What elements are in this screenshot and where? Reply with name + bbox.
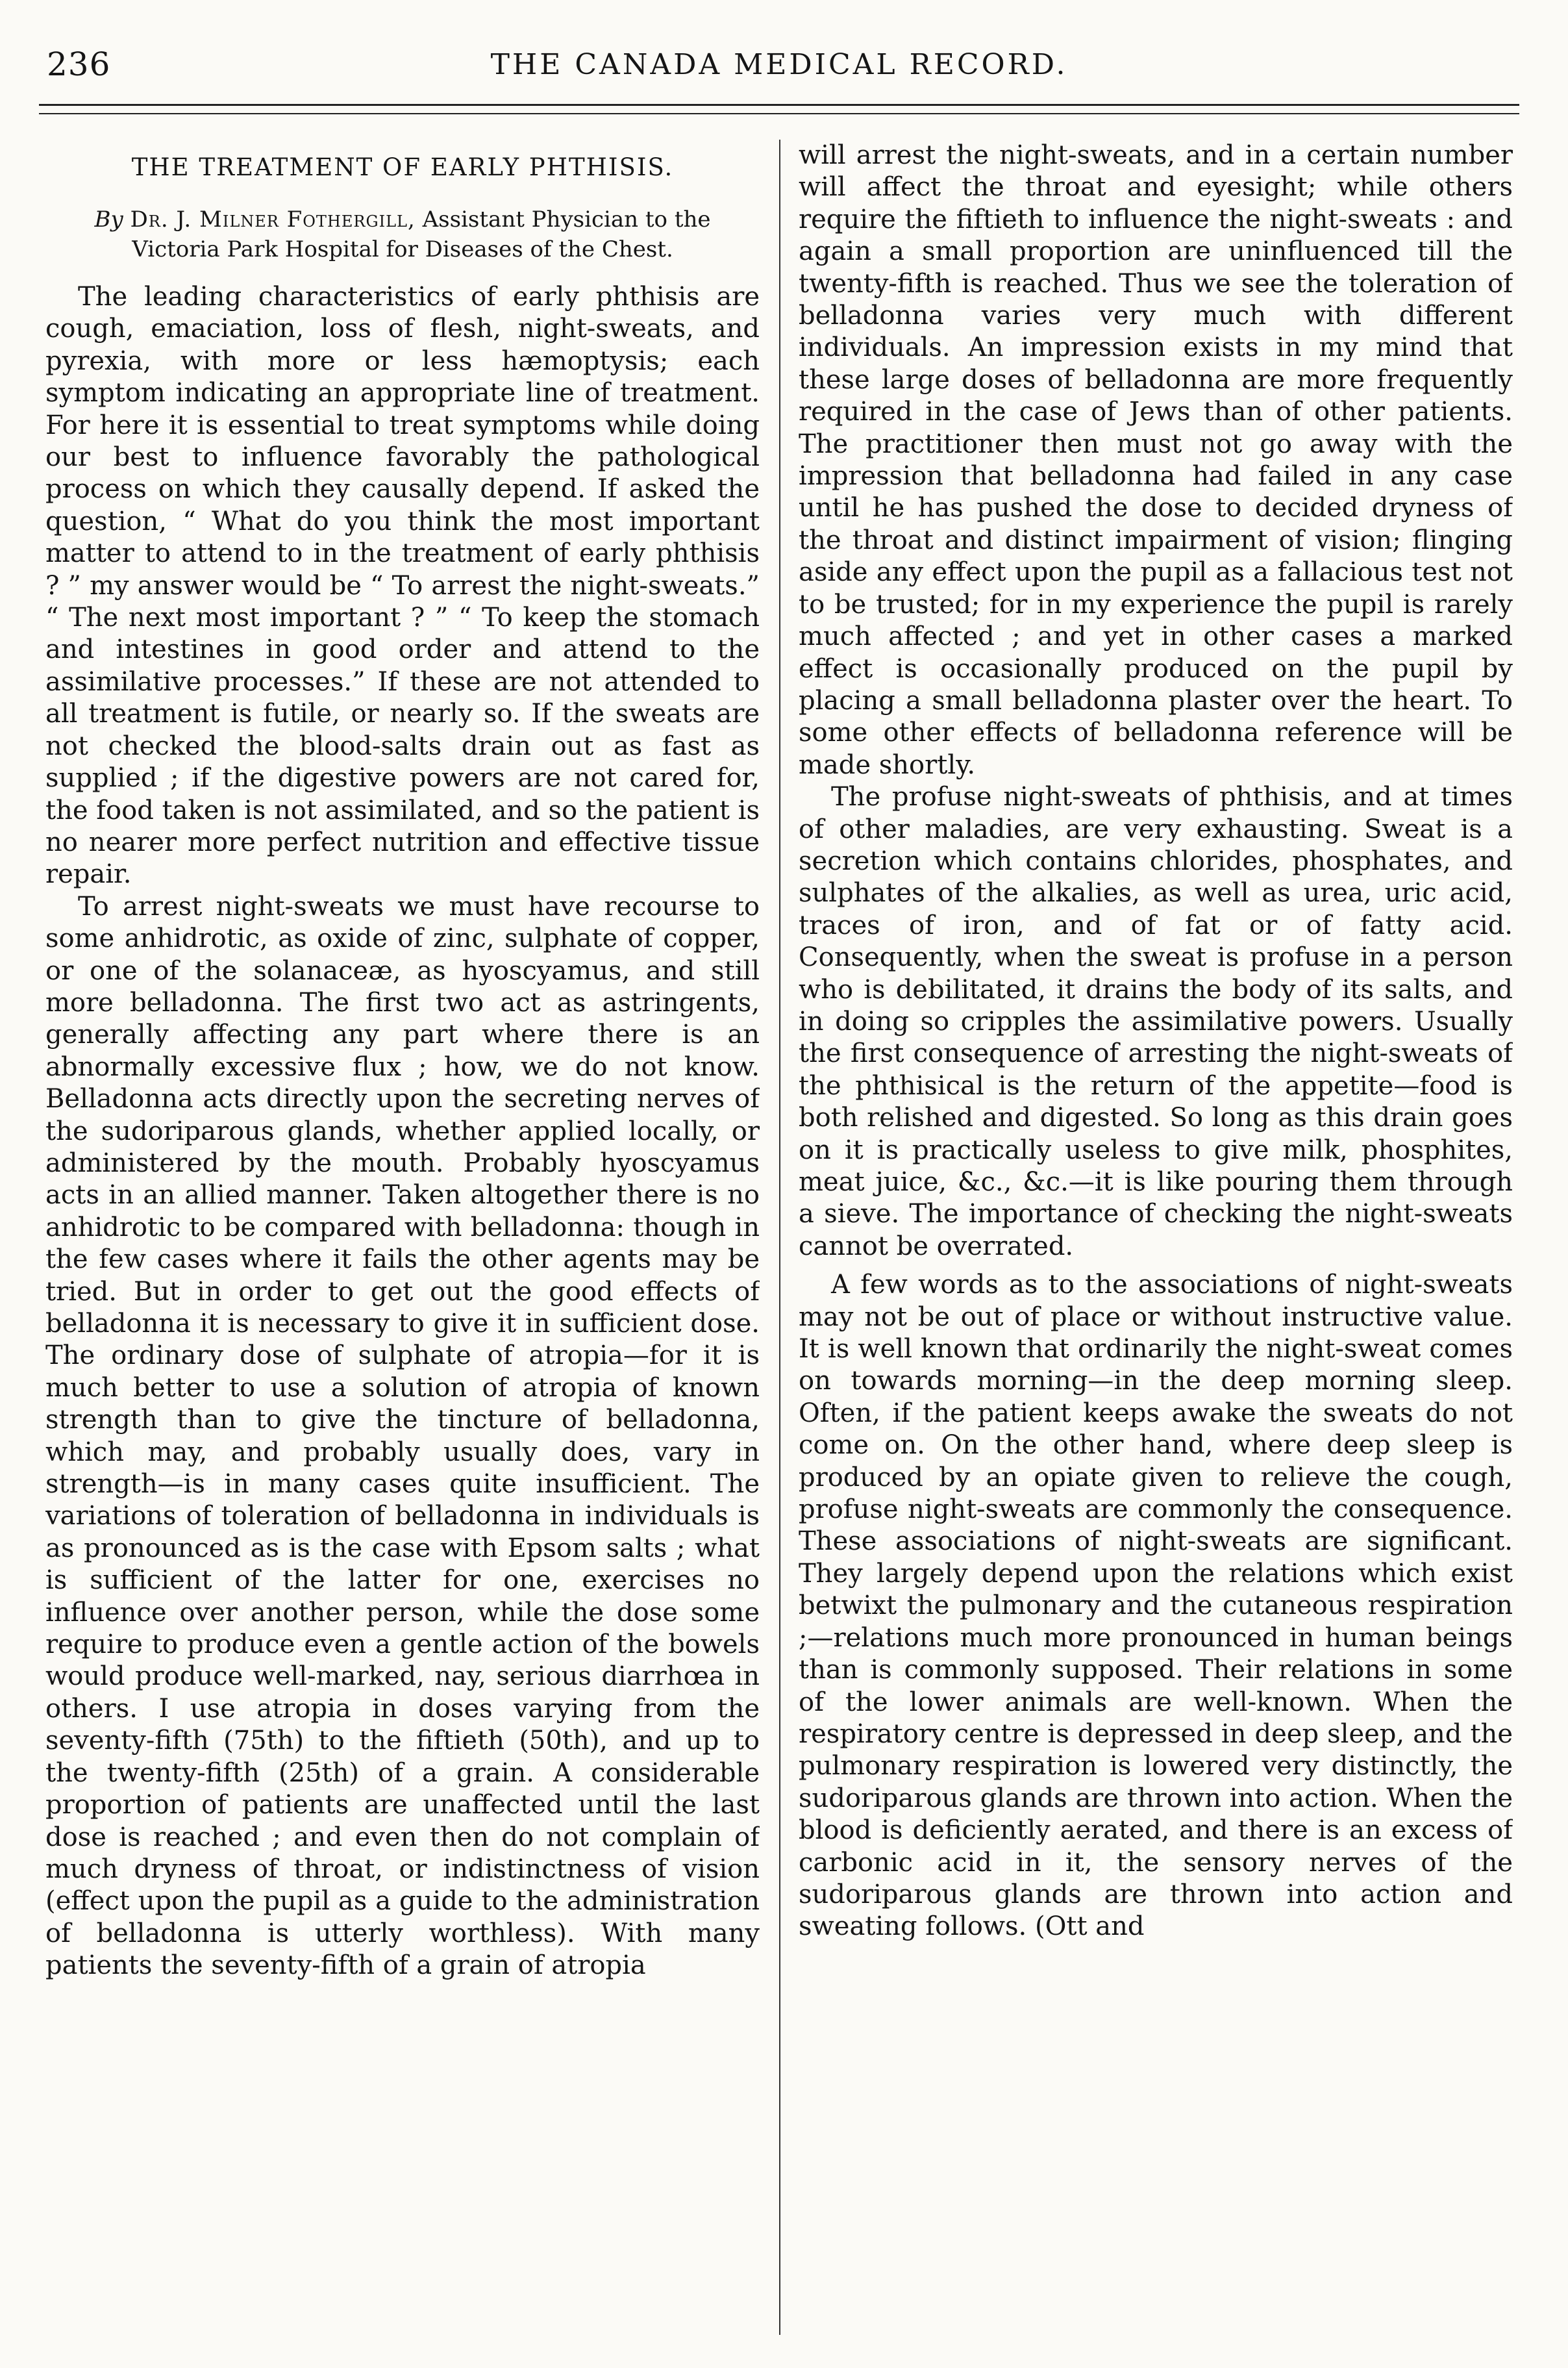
byline-by: By <box>94 207 123 233</box>
byline-author: Dr. J. Milner Fothergill, <box>130 207 416 233</box>
left-column <box>45 140 760 2345</box>
paragraph: The leading characteristics of early phthisis are cough, emaciation, loss of flesh, night-sweats, and pyrexia, with more or less hæmoptysis; each symptom indicating an appropriate line of treatment. For here it is essential to treat symptoms while doing our best to influence favorably the pathological process on which they causally depend. If asked the question, “ What do you think the most important matter to attend to in the treatment of early phthisis ? ” my answer would be “ To arrest the night-sweats.” “ The next most important ? ” “ To keep the stomach and intestines in good order and attend to the assimilative processes.” If these are not attended to all treatment is futile, or nearly so. If the sweats are not checked the blood-salts drain out as fast as supplied ; if the digestive powers are not cared for, the food taken is not assimilated, and so the patient is no nearer more perfect nutrition and effective tissue repair. <box>45 282 760 890</box>
header-rule <box>39 104 1519 114</box>
journal-title: THE CANADA MEDICAL RECORD. <box>490 48 1068 81</box>
byline-affiliation: Assistant Physician to the Victoria Park Hospital for Diseases of the Chest. <box>132 207 711 262</box>
paragraph: To arrest night-sweats we must have recourse to some anhidrotic, as oxide of zinc, sulphate of copper, or one of the solanaceæ, as hyoscyamus, and still more belladonna. The first two act as astringents, generally affecting any part where there is an abnormally excessive flux ; how, we do not know. Belladonna acts directly upon the secreting nerves of the sudoriparous glands, whether applied locally, or administered by the mouth. Probably hyoscyamus acts in an allied manner. Taken altogether there is no anhidrotic to be compared with belladonna: though in the few cases where it fails the other agents may be tried. But in order to get out the good effects of belladonna it is necessary to give it in sufficient dose. The ordinary dose of sulphate of atropia—for it is much better to use a solution of atropia of known strength than to give the tincture of belladonna, which may, and probably usually does, vary in strength—is in many cases quite insufficient. The variations of toleration of belladonna in individuals is as pronounced as is the case with Epsom salts ; what is sufficient of the latter for one, exercises no influence over another person, while the dose some require to produce even a gentle action of the bowels would produce well-marked, nay, serious diarrhœa in others. I use atropia in doses varying from the seventy-fifth (75th) to the fiftieth (50th), and up to the twenty-fifth (25th) of a grain. A considerable proportion of patients are unaffected until the last dose is reached ; and even then do not complain of much dryness of throat, or indistinctness of vision (effect upon the pupil as a guide to the administration of belladonna is utterly worthless). With many patients the seventy-fifth of a grain of atropia <box>45 891 760 1981</box>
byline <box>45 205 760 264</box>
running-head <box>39 45 1519 91</box>
paragraph: The profuse night-sweats of phthisis, and at times of other maladies, are very exhausting. Sweat is a secretion which contains chlorides, phosphates, and sulphates of the alkalies, as well as urea, uric acid, traces of iron, and of fat or of fatty acid. Consequently, when the sweat is profuse in a person who is debilitated, it drains the body of its salts, and in doing so cripples the assimilative powers. Usually the first consequence of arresting the night-sweats of the phthisical is the return of the appetite—food is both relished and digested. So long as this drain goes on it is practically useless to give milk, phosphites, meat juice, &c., &c.—it is like pouring them through a sieve. The importance of checking the night-sweats cannot be overrated. <box>799 782 1513 1261</box>
right-column <box>799 140 1513 2345</box>
column-divider <box>779 140 780 2335</box>
article-title: THE TREATMENT OF EARLY PHTHISIS. <box>131 153 674 181</box>
paragraph: A few words as to the associations of night-sweats may not be out of place or without instructive value. It is well known that ordinarily the night-sweat comes on towards morning—in the deep morning sleep. Often, if the patient keeps awake the sweats do not come on. On the other hand, where deep sleep is produced by an opiate given to relieve the cough, profuse night-sweats are commonly the consequence. These associations of night-sweats are significant. They largely depend upon the relations which exist betwixt the pulmonary and the cutaneous respiration ;—relations much more pronounced in human beings than is commonly supposed. Their relations in some of the lower animals are well-known. When the respiratory centre is depressed in deep sleep, and the pulmonary respiration is lowered very distinctly, the sudoriparous glands are thrown into action. When the blood is deficiently aerated, and there is an excess of carbonic acid in it, the sensory nerves of the sudoriparous glands are thrown into action and sweating follows. (Ott and <box>799 1270 1513 1942</box>
paragraph-continued: will arrest the night-sweats, and in a certain number will affect the throat and eyesight; while others require the fiftieth to influence the night-sweats : and again a small proportion are uninfluenced till the twenty-fifth is reached. Thus we see the toleration of belladonna varies very much with different individuals. An impression exists in my mind that these large doses of belladonna are more frequently required in the case of Jews than of other patients. The practitioner then must not go away with the impression that belladonna had failed in any case until he has pushed the dose to decided dryness of the throat and distinct impairment of vision; flinging aside any effect upon the pupil as a fallacious test not to be trusted; for in my experience the pupil is rarely much affected ; and yet in other cases a marked effect is occasionally produced on the pupil by placing a small belladonna plaster over the heart. To some other effects of belladonna reference will be made shortly. <box>799 140 1513 780</box>
page-number: 236 <box>47 45 111 83</box>
